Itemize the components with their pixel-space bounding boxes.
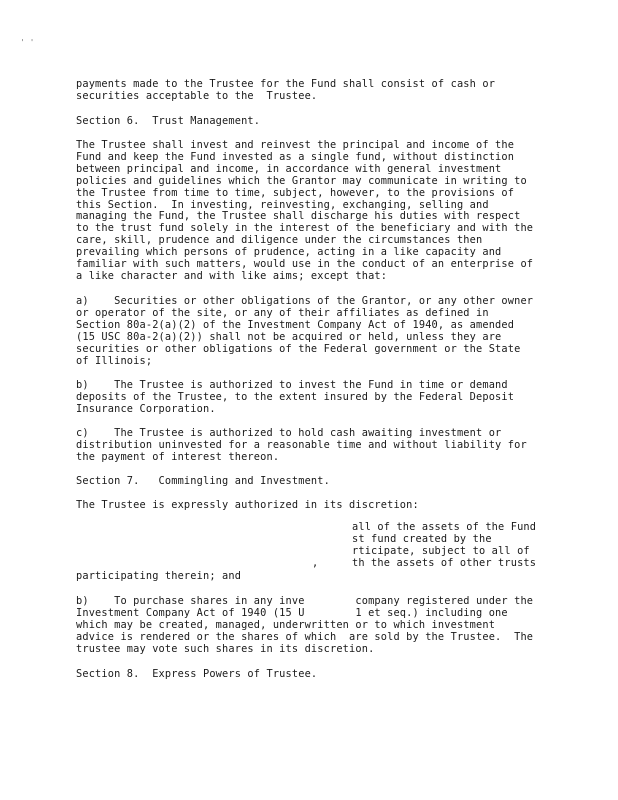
text-line: the payment of interest thereon. [76,451,280,463]
stray-mark: , [312,558,319,569]
text-line: of Illinois; [76,355,153,367]
text-line: a) Securities or other obligations of the Grantor, or any other owner [76,296,534,307]
section-6-heading: Section 6. Trust Management. [76,116,261,127]
text-line: securities acceptable to the Trustee. [76,90,318,102]
paragraph-7-intro: The Trustee is expressly authorized in its discretion: [76,500,419,511]
text-line: policies and guidelines which the Grantor may communicate in writing to [76,175,527,187]
text-line: distribution uninvested for a reasonable time and without liability for [76,439,527,451]
text-line: b) The Trustee is authorized to invest the Fund in time or demand [76,380,508,391]
text-line: th the assets of other trusts [352,557,537,569]
text-line: a like character and with like aims; except that: [76,270,388,282]
text-line: managing the Fund, the Trustee shall discharge his duties with respect [76,211,521,223]
text-line: this Section. In investing, reinvesting, exchanging, selling and [76,199,489,211]
paragraph-7b-shares [76,596,546,656]
paragraph-a-securities [76,296,546,367]
paragraph-payments [76,79,546,103]
paragraph-trust-management [76,140,546,283]
paragraph-c-cash [76,428,546,464]
text-line: prevailing which persons of prudence, acting in a like capacity and [76,247,502,259]
section-7-heading: Section 7. Commingling and Investment. [76,476,330,487]
text-line: The Trustee shall invest and reinvest the principal and income of the [76,140,515,151]
text-line: (15 USC 80a-2(a)(2)) shall not be acquired or held, unless they are [76,331,502,343]
text-line: payments made to the Trustee for the Fund shall consist of cash or [76,79,496,90]
text-line: advice is rendered or the shares of which are sold by the Trustee. The [76,631,534,643]
text-line: deposits of the Trustee, to the extent insured by the Federal Deposit [76,391,515,403]
section-8-heading: Section 8. Express Powers of Trustee. [76,669,318,680]
text-line: trustee may vote such shares in its discretion. [76,643,375,655]
text-line: b) To purchase shares in any inve company registered under the [76,596,534,607]
text-line: all of the assets of the Fund [352,522,537,533]
text-line: Insurance Corporation. [76,403,216,415]
text-line: securities or other obligations of the Federal government or the State [76,343,521,355]
scan-speck: ' ' [20,38,35,47]
text-line: rticipate, subject to all of [352,545,530,557]
text-line: Investment Company Act of 1940 (15 U 1 et seq.) including one [76,607,508,619]
text-line: care, skill, prudence and diligence under the circumstances then [76,235,483,247]
text-line: st fund created by the [352,533,492,545]
text-line: the Trustee from time to time, subject, however, to the provisions of [76,187,515,199]
text-line: which may be created, managed, underwritten or to which investment [76,619,496,631]
text-line: Fund and keep the Fund invested as a single fund, without distinction [76,151,515,163]
text-line: or operator of the site, or any of their affiliates as defined in [76,307,489,319]
text-line: Section 80a-2(a)(2) of the Investment Company Act of 1940, as amended [76,319,515,331]
paragraph-b-deposits [76,380,546,416]
text-line: c) The Trustee is authorized to hold cash awaiting investment or [76,428,502,439]
text-line: to the trust fund solely in the interest of the beneficiary and with the [76,223,534,235]
text-line: familiar with such matters, would use in the conduct of an enterprise of [76,259,534,271]
text-line: between principal and income, in accordance with general investment [76,163,502,175]
paragraph-7a-end: participating therein; and [76,571,242,582]
paragraph-7a-visible-fragment [352,522,548,570]
